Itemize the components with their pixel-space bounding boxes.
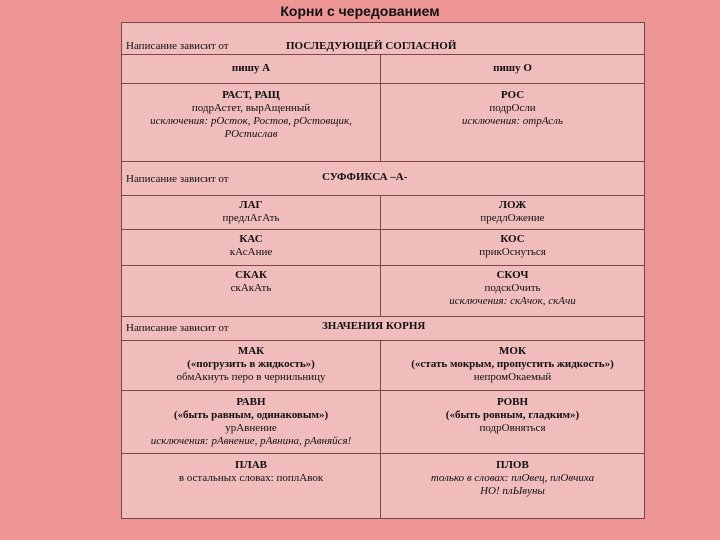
- section1-value: ПОСЛЕДУЮЩЕЙ СОГЛАСНОЙ: [286, 40, 457, 52]
- example-text: подрАстет, вырАщенный: [191, 102, 311, 114]
- meaning-text: («погрузить в жидкость»): [187, 358, 315, 370]
- root-label: ЛАГ: [239, 199, 263, 211]
- example-text: кАсАние: [229, 246, 273, 258]
- meaning-text: («стать мокрым, пропустить жидкость»): [411, 358, 614, 370]
- example-text: прикОснуться: [479, 246, 546, 258]
- exception-text: исключения: рАвнение, рАвнина, рАвняйся!: [150, 435, 352, 447]
- section1-col-heads: [122, 55, 644, 84]
- root-cell: [122, 196, 380, 229]
- root-cell: [381, 391, 644, 453]
- example-text: предлАгАть: [222, 212, 280, 224]
- section2-header: [122, 162, 644, 196]
- root-cell: [122, 454, 380, 518]
- root-label: ПЛОВ: [496, 459, 529, 471]
- example-text: в остальных словах: поплАвок: [178, 472, 324, 484]
- right-head: пишу О: [493, 62, 532, 74]
- root-cell: [381, 341, 644, 390]
- section3-row: [122, 341, 644, 391]
- root-label: КОС: [500, 233, 525, 245]
- section2-row: [122, 196, 644, 230]
- section3-header: [122, 317, 644, 341]
- example-text: предлОжение: [480, 212, 545, 224]
- section3-row: [122, 391, 644, 454]
- section3-row: [122, 454, 644, 518]
- exception-text: исключения: отрАсль: [462, 115, 563, 127]
- section2-row: [122, 230, 644, 266]
- root-label: МОК: [499, 345, 526, 357]
- example-text: подрОсли: [489, 102, 536, 114]
- section3-value: ЗНАЧЕНИЯ КОРНЯ: [322, 320, 426, 332]
- example-text: непромОкаемый: [473, 371, 552, 383]
- root-label: МАК: [237, 345, 265, 357]
- example-text: урАвнение: [225, 422, 277, 434]
- page-title: Корни с чередованием: [280, 3, 440, 19]
- left-head: пишу А: [231, 62, 271, 74]
- example-text: подскОчить: [484, 282, 541, 294]
- section2-label: Написание зависит от: [126, 173, 229, 185]
- root-label: РОВН: [496, 396, 529, 408]
- root-cell: [122, 341, 380, 390]
- section3-label: Написание зависит от: [126, 322, 229, 334]
- rules-table: [121, 22, 645, 519]
- example-text: обмАкнуть перо в чернильницу: [176, 371, 326, 383]
- section2-row: [122, 266, 644, 317]
- exception-text: НО! плЫвуны: [480, 485, 545, 497]
- root-ros-cell: [381, 84, 644, 161]
- root-cell: [381, 196, 644, 229]
- example-text: скАкАть: [230, 282, 272, 294]
- root-label: РАСТ, РАЩ: [222, 89, 280, 101]
- root-cell: [381, 230, 644, 265]
- root-label: РОС: [500, 89, 525, 101]
- root-label: ЛОЖ: [498, 199, 527, 211]
- example-text: только в словах: плОвец, плОвчиха: [430, 472, 595, 484]
- root-label: СКАК: [235, 269, 267, 281]
- example-text: подрОвняться: [479, 422, 546, 434]
- root-cell: [381, 454, 644, 518]
- section1-content: [122, 84, 644, 162]
- root-cell: [122, 266, 380, 316]
- section1-header: [122, 23, 644, 55]
- root-label: ПЛАВ: [234, 459, 268, 471]
- root-label: СКОЧ: [496, 269, 529, 281]
- exception-text: исключения: рОсток, Ростов, рОстовщик, РОстислав: [150, 115, 352, 140]
- exception-text: исключения: скАчок, скАчи: [449, 295, 576, 307]
- root-cell: [122, 230, 380, 265]
- root-label: РАВН: [236, 396, 266, 408]
- meaning-text: («быть равным, одинаковым»): [173, 409, 329, 421]
- root-rast-cell: [122, 84, 380, 161]
- root-cell: [122, 391, 380, 453]
- section2-value: СУФФИКСА –А-: [322, 171, 408, 183]
- section1-label: Написание зависит от: [126, 40, 229, 52]
- meaning-text: («быть ровным, гладким»): [445, 409, 580, 421]
- root-cell: [381, 266, 644, 316]
- root-label: КАС: [239, 233, 263, 245]
